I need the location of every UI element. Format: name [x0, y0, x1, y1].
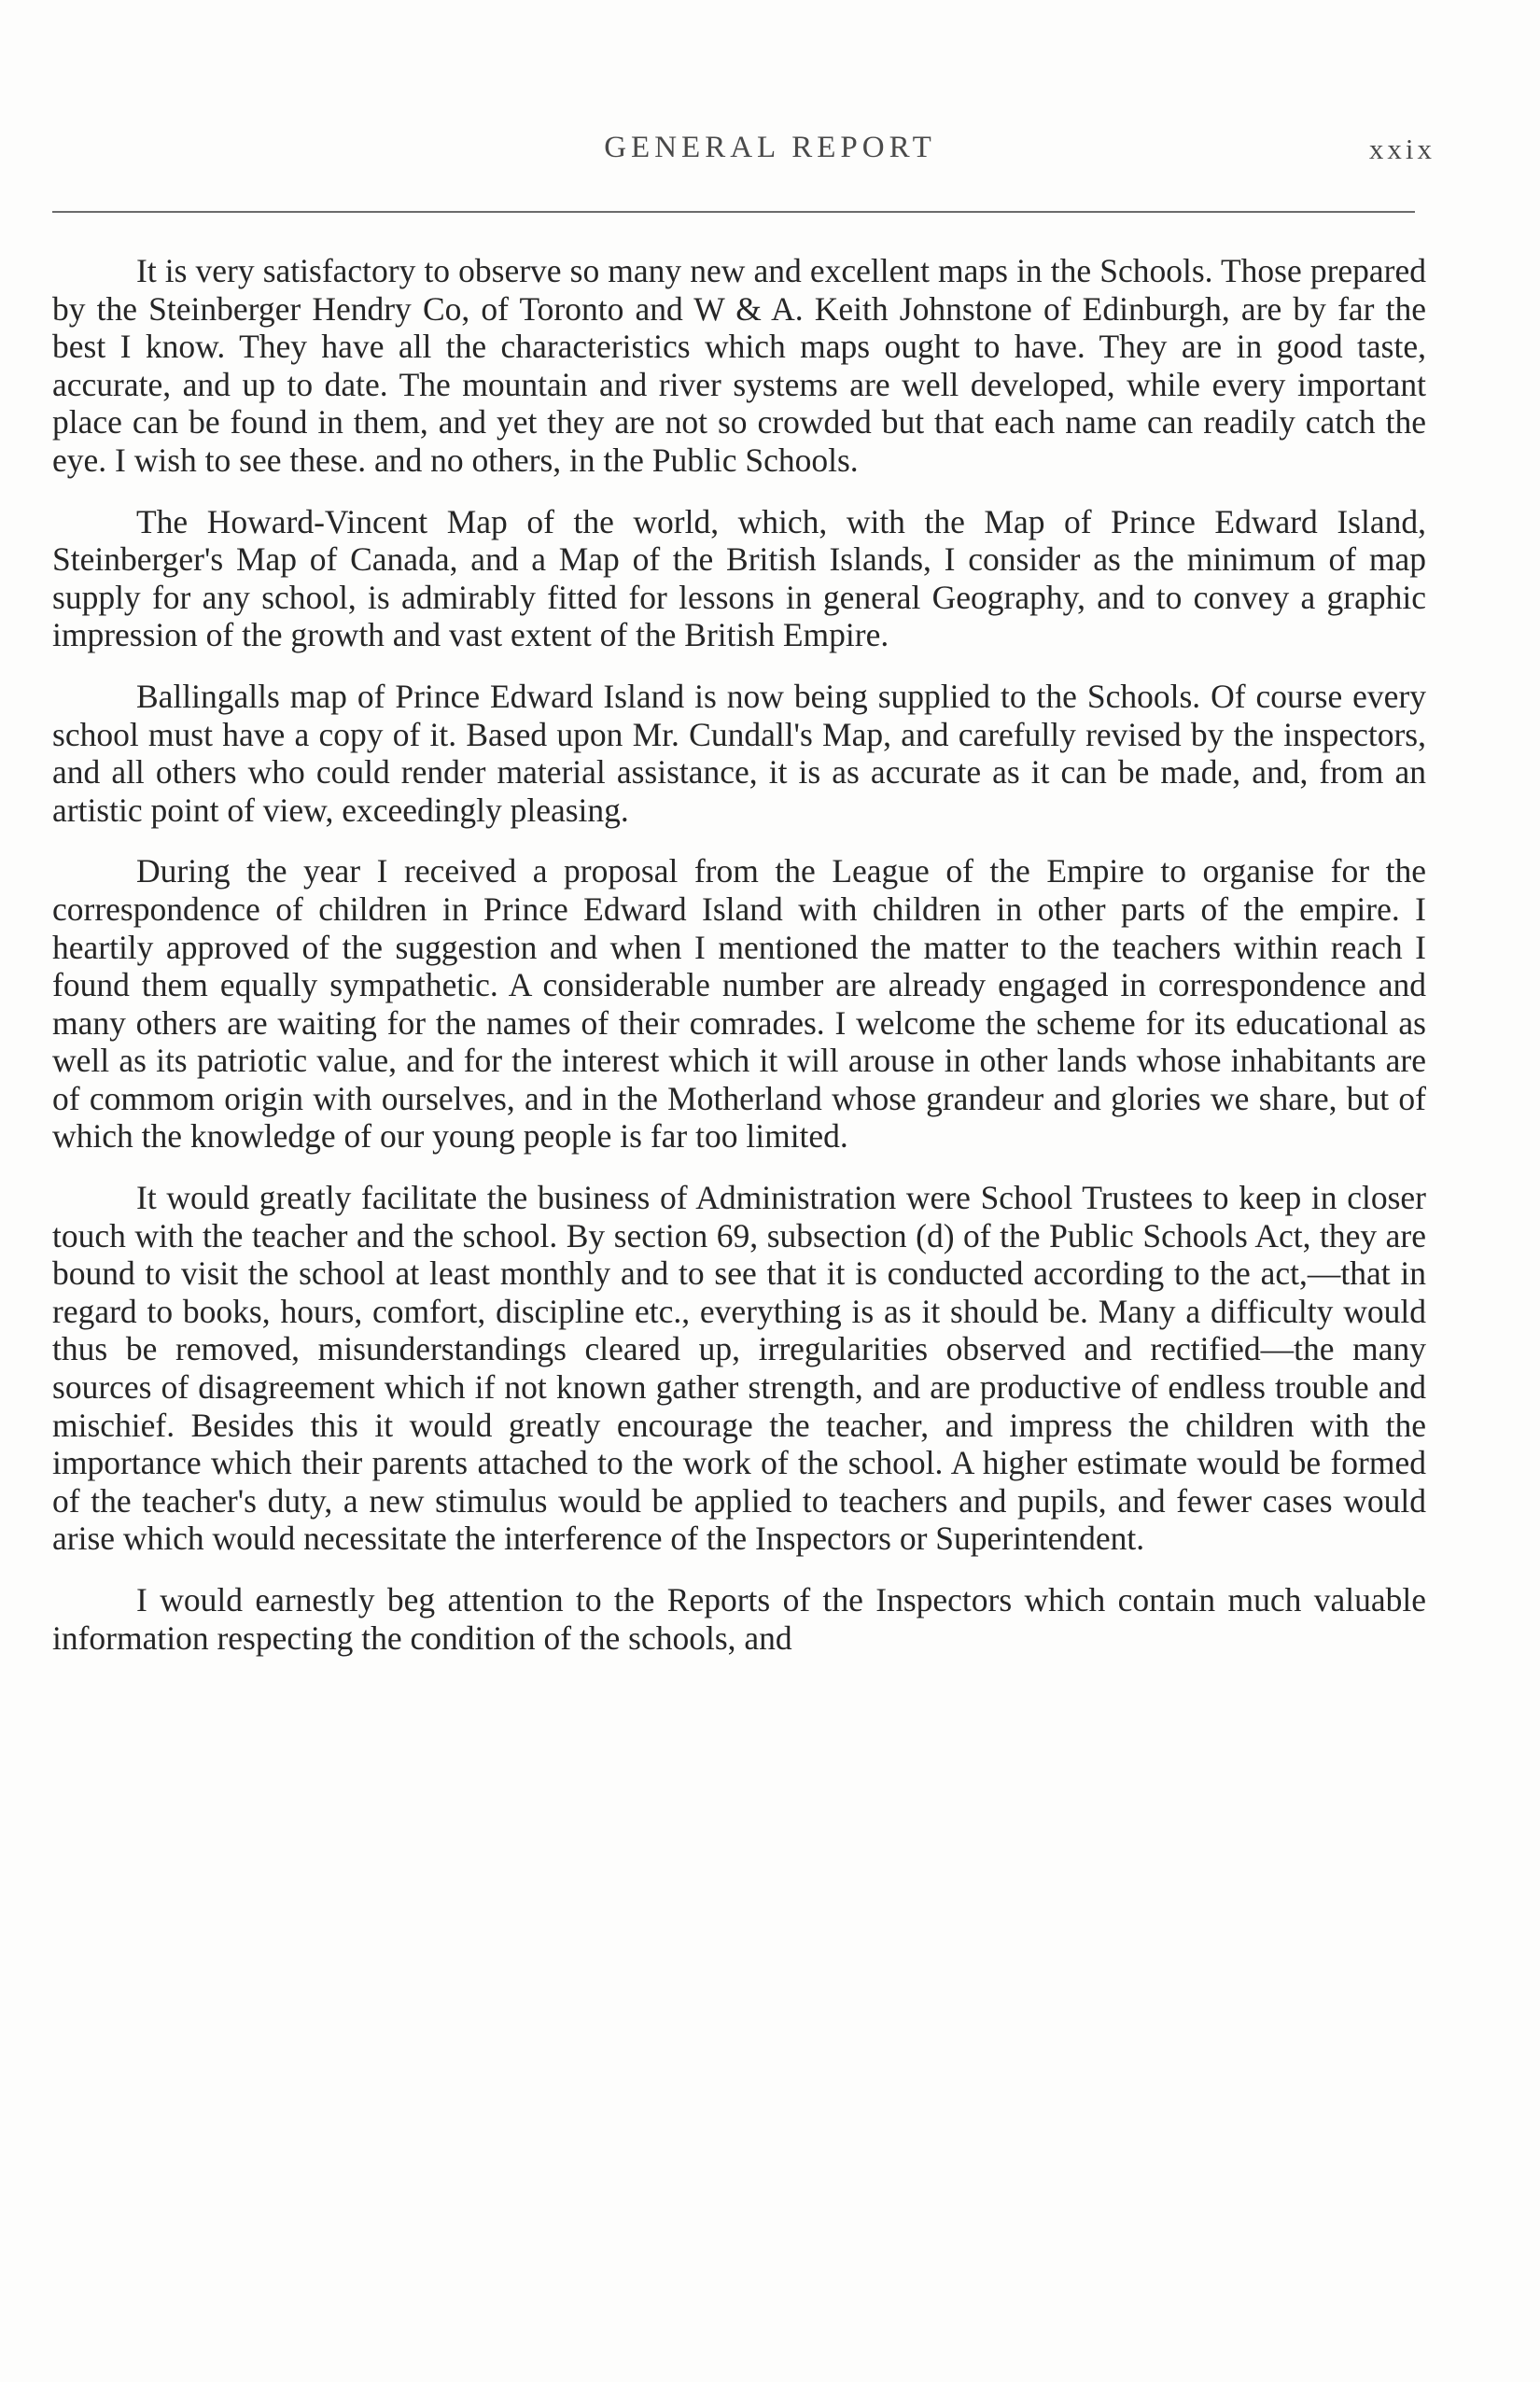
header-rule — [52, 211, 1415, 213]
paragraph-inspectors-reports: I would earnestly beg attention to the Reports of the Inspectors which contain much valuable information respecting the condition of the schools, and — [52, 1581, 1426, 1657]
paragraph-ballingalls-map: Ballingalls map of Prince Edward Island is now being supplied to the Schools. Of course every school must have a copy of it. Based upon Mr. Cundall's Map, and carefully revised by the inspectors, and all others who could render material assistance, it is as accurate as it can be made, and, from an artistic point of view, exceedingly pleasing. — [52, 677, 1426, 829]
running-head — [0, 131, 1540, 177]
page-number: xxix — [1368, 133, 1435, 165]
paragraph-maps-satisfactory: It is very satisfactory to observe so many new and excellent maps in the Schools. Those prepared by the Steinberger Hendry Co, of Toronto and W & A. Keith Johnstone of Edinburgh, are by far the best I know. They have all the characteristics which maps ought to have. They are in good taste, accurate, and up to date. The mountain and river systems are well developed, while every important place can be found in them, and yet they are not so crowded but that each name can readily catch the eye. I wish to see these. and no others, in the Public Schools. — [52, 252, 1426, 479]
paragraph-league-of-empire: During the year I received a proposal from the League of the Empire to organise for the correspondence of children in Prince Edward Island with children in other parts of the empire. I heartily approved of the suggestion and when I mentioned the matter to the teachers within reach I found them equally sympathetic. A considerable number are already engaged in correspondence and many others are waiting for the names of their comrades. I welcome the scheme for its educational as well as its patriotic value, and for the interest which it will arouse in other lands whose inhabitants are of commom origin with ourselves, and in the Motherland whose grandeur and glories we share, but of which the knowledge of our young people is far too limited. — [52, 852, 1426, 1156]
body-text — [52, 252, 1426, 1680]
paragraph-howard-vincent-map: The Howard-Vincent Map of the world, which, with the Map of Prince Edward Island, Steinberger's Map of Canada, and a Map of the British Islands, I consider as the minimum of map supply for any school, is admirably fitted for lessons in general Geography, and to convey a graphic impression of the growth and vast extent of the British Empire. — [52, 502, 1426, 654]
paragraph-school-trustees: It would greatly facilitate the business of Administration were School Trustees to keep in closer touch with the teacher and the school. By section 69, subsection (d) of the Public Schools Act, they are bound to visit the school at least monthly and to see that it is conducted according to the act,—that in regard to books, hours, comfort, discipline etc., everything is as it should be. Many a difficulty would thus be removed, misunderstandings cleared up, irregularities observed and rectified—the many sources of disagreement which if not known gather strength, and are productive of endless trouble and mischief. Besides this it would greatly encourage the teacher, and impress the children with the importance which their parents attached to the work of the school. A higher estimate would be formed of the teacher's duty, a new stimulus would be applied to teachers and pupils, and fewer cases would arise which would necessitate the interference of the Inspectors or Superintendent. — [52, 1179, 1426, 1558]
running-title: GENERAL REPORT — [604, 131, 936, 164]
